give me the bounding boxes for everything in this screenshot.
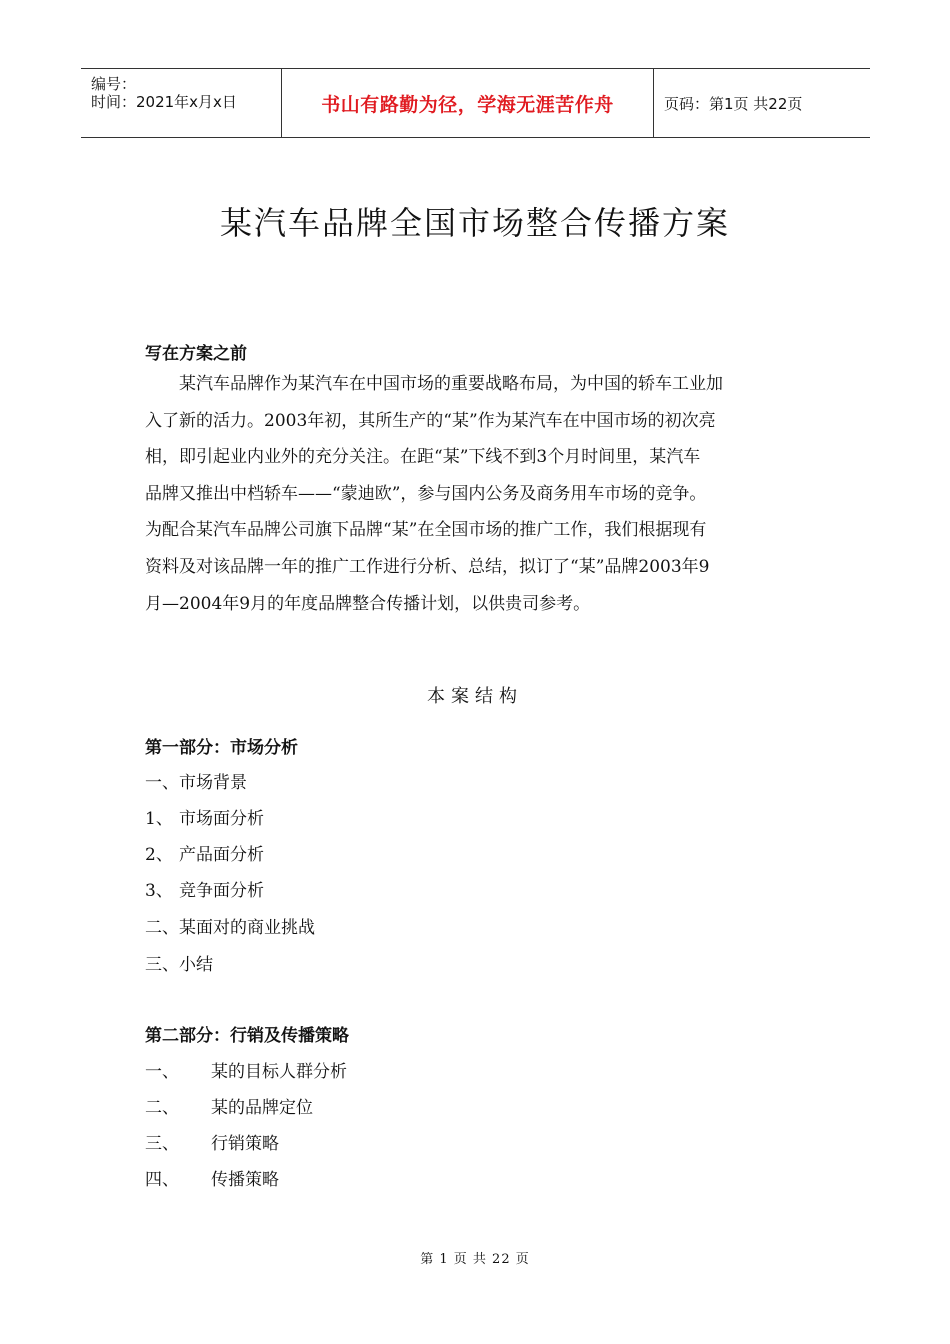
- outline-item: [145, 913, 315, 938]
- preface-line: 相，即引起业内业外的充分关注。在距“某”下线不到3个月时间里，某汽车: [145, 447, 701, 468]
- document-title: 某汽车品牌全国市场整合传播方案: [219, 204, 730, 242]
- preface-line: 入了新的活力。2003年初，其所生产的“某”作为某汽车在中国市场的初次亮: [145, 410, 716, 431]
- preface-line: 资料及对该品牌一年的推广工作进行分析、总结，拟订了“某”品牌2003年9: [145, 556, 710, 577]
- document-time-label: 时间：2021年x月x日: [91, 93, 237, 111]
- outline-item-text: 某的品牌定位: [211, 1098, 313, 1118]
- outline-item-text: 某的目标人群分析: [211, 1062, 347, 1082]
- outline-item-text: 竞争面分析: [179, 881, 264, 901]
- preface-paragraph: [145, 366, 810, 622]
- header-meta-cell: [81, 69, 281, 137]
- outline-item: [145, 1093, 313, 1118]
- outline-item-number: 3、: [145, 881, 173, 901]
- outline-item-number: 一、: [145, 773, 179, 793]
- structure-title: 本案结构: [427, 686, 523, 707]
- outline-item: [145, 768, 247, 793]
- outline-item-number: 二、: [145, 1098, 179, 1118]
- preface-line: 某汽车品牌作为某汽车在中国市场的重要战略布局，为中国的轿车工业加: [179, 374, 723, 394]
- outline-item: [145, 950, 213, 975]
- outline-item-number: 二、: [145, 918, 179, 938]
- header-table: [81, 68, 870, 138]
- outline-item-number: 1、: [145, 809, 173, 829]
- outline-item-number: 2、: [145, 845, 173, 865]
- document-number-label: 编号：: [91, 75, 137, 93]
- outline-item-number: 三、: [145, 955, 179, 975]
- preface-line: 品牌又推出中档轿车——“蒙迪欧”，参与国内公务及商务用车市场的竞争。: [145, 483, 707, 504]
- outline-item-text: 传播策略: [211, 1170, 279, 1190]
- outline-item-text: 市场面分析: [179, 809, 264, 829]
- page-footer: 第 1 页 共 22 页: [420, 1252, 530, 1267]
- outline-item-text: 市场背景: [179, 773, 247, 793]
- header-page-cell: [654, 69, 870, 137]
- outline-item-text: 某面对的商业挑战: [179, 918, 315, 938]
- outline-item: [145, 1165, 279, 1190]
- outline-item-number: 三、: [145, 1134, 179, 1154]
- outline-item: [145, 876, 264, 901]
- outline-item: [145, 1129, 279, 1154]
- header-page-info: 页码：第1页 共22页: [664, 94, 803, 113]
- outline-item: [145, 840, 264, 865]
- part2-heading: 第二部分：行销及传播策略: [145, 1026, 349, 1046]
- outline-item: [145, 1057, 347, 1082]
- header-slogan-cell: [281, 69, 654, 137]
- outline-item-text: 产品面分析: [179, 845, 264, 865]
- outline-item-number: 一、: [145, 1062, 179, 1082]
- outline-item: [145, 804, 264, 829]
- preface-heading: 写在方案之前: [145, 344, 247, 364]
- preface-line: 为配合某汽车品牌公司旗下品牌“某”在全国市场的推广工作，我们根据现有: [145, 520, 707, 541]
- header-slogan: 书山有路勤为径，学海无涯苦作舟: [321, 93, 614, 116]
- part1-heading: 第一部分：市场分析: [145, 738, 298, 758]
- preface-line: 月—2004年9月的年度品牌整合传播计划，以供贵司参考。: [145, 593, 591, 614]
- outline-item-number: 四、: [145, 1170, 179, 1190]
- outline-item-text: 小结: [179, 955, 213, 975]
- outline-item-text: 行销策略: [211, 1134, 279, 1154]
